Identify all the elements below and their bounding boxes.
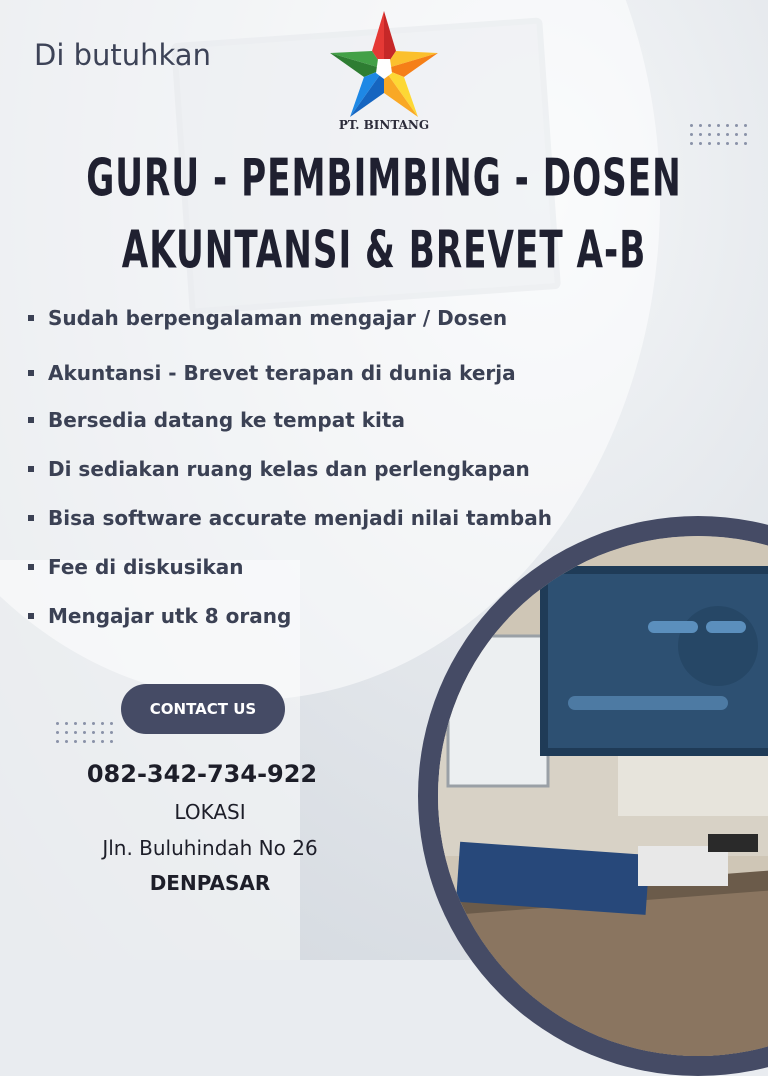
bullet-icon (28, 370, 34, 376)
bullet-icon (28, 564, 34, 570)
list-item: Fee di diskusikan (28, 555, 552, 604)
bullet-icon (28, 417, 34, 423)
headline-line2: AKUNTANSI & BREVET A-B (121, 220, 647, 280)
company-name: PT. BINTANG (338, 118, 430, 132)
list-item: Mengajar utk 8 orang (28, 604, 552, 653)
headline-line1: GURU - PEMBIMBING - DOSEN (86, 148, 682, 208)
list-item: Akuntansi - Brevet terapan di dunia kerja (28, 361, 552, 408)
bullet-icon (28, 613, 34, 619)
phone-number: 082-342-734-922 (86, 760, 318, 788)
address: Jln. Buluhindah No 26 (102, 836, 318, 860)
decorative-dots-bottom (56, 722, 115, 743)
list-item: Bisa software accurate menjadi nilai tambah (28, 506, 552, 555)
list-item: Sudah berpengalaman mengajar / Dosen (28, 306, 552, 355)
location-label: LOKASI (174, 800, 246, 824)
bullet-icon (28, 315, 34, 321)
bullet-icon (28, 466, 34, 472)
bullet-icon (28, 515, 34, 521)
city: DENPASAR (149, 871, 271, 895)
contact-us-button[interactable]: CONTACT US (121, 684, 285, 734)
list-item: Bersedia datang ke tempat kita (28, 408, 552, 457)
star-logo-icon (326, 6, 442, 136)
list-item: Di sediakan ruang kelas dan perlengkapan (28, 457, 552, 506)
requirements-list (28, 306, 552, 653)
top-label: Di butuhkan (34, 38, 211, 72)
decorative-dots-top (690, 124, 749, 145)
